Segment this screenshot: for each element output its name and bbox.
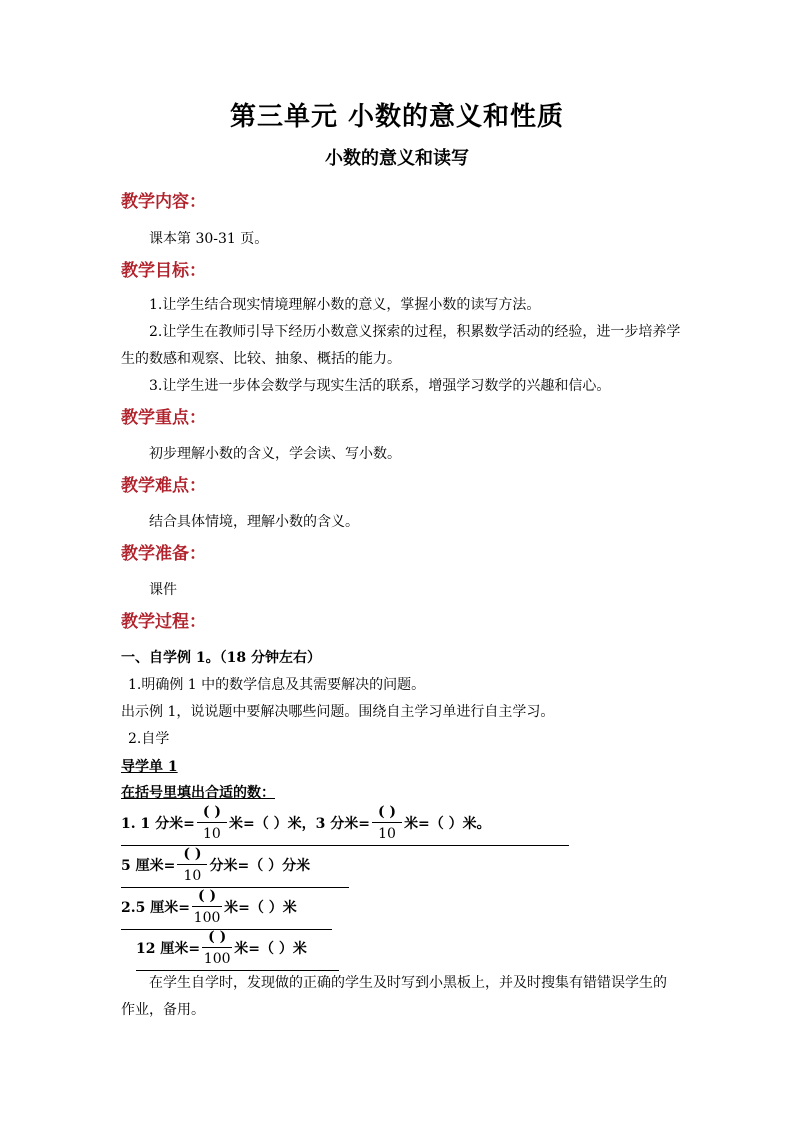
exercise-row-1 — [121, 801, 569, 846]
fraction-3 — [192, 887, 222, 927]
goal-item-1: 1.让学生结合现实情境理解小数的意义，掌握小数的读写方法。 — [149, 297, 541, 313]
step1-item2: 2.自学 — [128, 731, 170, 747]
preparation-text: 课件 — [149, 582, 177, 598]
exercise-2-suffix: 分米=（ ）分米 — [209, 858, 311, 874]
fraction-1b-denominator: 10 — [378, 826, 396, 842]
fraction-1a — [197, 803, 227, 843]
fraction-4-denominator: 100 — [203, 951, 231, 967]
fraction-1b-numerator: ( ) — [372, 803, 402, 823]
fraction-3-denominator: 100 — [193, 910, 221, 926]
step1-title: 一、自学例 1。（18 分钟左右） — [121, 650, 321, 666]
fraction-1b — [372, 803, 402, 843]
exercise-1a-prefix: 1. 1 分米= — [121, 816, 195, 832]
exercise-1b-prefix: 3 分米= — [315, 816, 370, 832]
goal-item-2: 2.让学生在教师引导下经历小数意义探索的过程，积累数学活动的经验，进一步培养学生的数感和观察、比较、抽象、概括的能力。 — [121, 324, 681, 367]
step1-item1: 1.明确例 1 中的数学信息及其需要解决的问题。 — [128, 677, 426, 693]
key-points-text: 初步理解小数的含义，学会读、写小数。 — [149, 446, 401, 462]
heading-difficulties: 教学难点： — [121, 476, 206, 496]
closing-text: 在学生自学时，发现做的正确的学生及时写到小黑板上，并及时搜集有错错误学生的作业，备用。 — [121, 975, 667, 1018]
fraction-2-denominator: 10 — [183, 868, 202, 884]
fraction-4-numerator: ( ) — [202, 928, 232, 948]
exercise-row-2 — [121, 843, 349, 888]
exercise-row-3 — [121, 885, 332, 930]
exercise-1a-suffix: 米=（ ）米， — [228, 816, 316, 832]
heading-teaching-goals: 教学目标： — [121, 261, 206, 281]
heading-key-points: 教学重点： — [121, 408, 206, 428]
exercise-4-suffix: 米=（ ）米 — [234, 941, 307, 957]
fraction-2-numerator: ( ) — [177, 845, 207, 865]
exercise-1b-suffix: 米=（ ）米。 — [404, 816, 491, 832]
exercise-2-prefix: 5 厘米= — [121, 858, 176, 874]
fraction-1a-numerator: ( ) — [197, 803, 227, 823]
guide-title: 导学单 1 — [121, 759, 178, 775]
document-title: 第三单元 小数的意义和性质 — [229, 102, 565, 132]
heading-preparation: 教学准备： — [121, 544, 206, 564]
teaching-content-text: 课本第 30-31 页。 — [149, 231, 269, 247]
difficulties-text: 结合具体情境，理解小数的含义。 — [149, 514, 359, 530]
exercise-4-prefix: 12 厘米= — [136, 941, 201, 957]
step1-item1-detail: 出示例 1，说说题中要解决哪些问题。围绕自主学习单进行自主学习。 — [121, 704, 555, 720]
exercise-3-prefix: 2.5 厘米= — [121, 900, 190, 916]
guide-instruction: 在括号里填出合适的数： — [121, 785, 275, 801]
fraction-2 — [177, 845, 207, 885]
document-subtitle: 小数的意义和读写 — [325, 148, 469, 169]
exercise-row-4 — [136, 926, 339, 971]
exercise-3-suffix: 米=（ ）米 — [224, 900, 297, 916]
goal-item-3: 3.让学生进一步体会数学与现实生活的联系，增强学习数学的兴趣和信心。 — [149, 378, 611, 394]
fraction-4 — [202, 928, 232, 968]
heading-process: 教学过程： — [121, 612, 206, 632]
fraction-1a-denominator: 10 — [202, 826, 221, 842]
fraction-3-numerator: ( ) — [192, 887, 222, 907]
heading-teaching-content: 教学内容： — [121, 192, 206, 212]
